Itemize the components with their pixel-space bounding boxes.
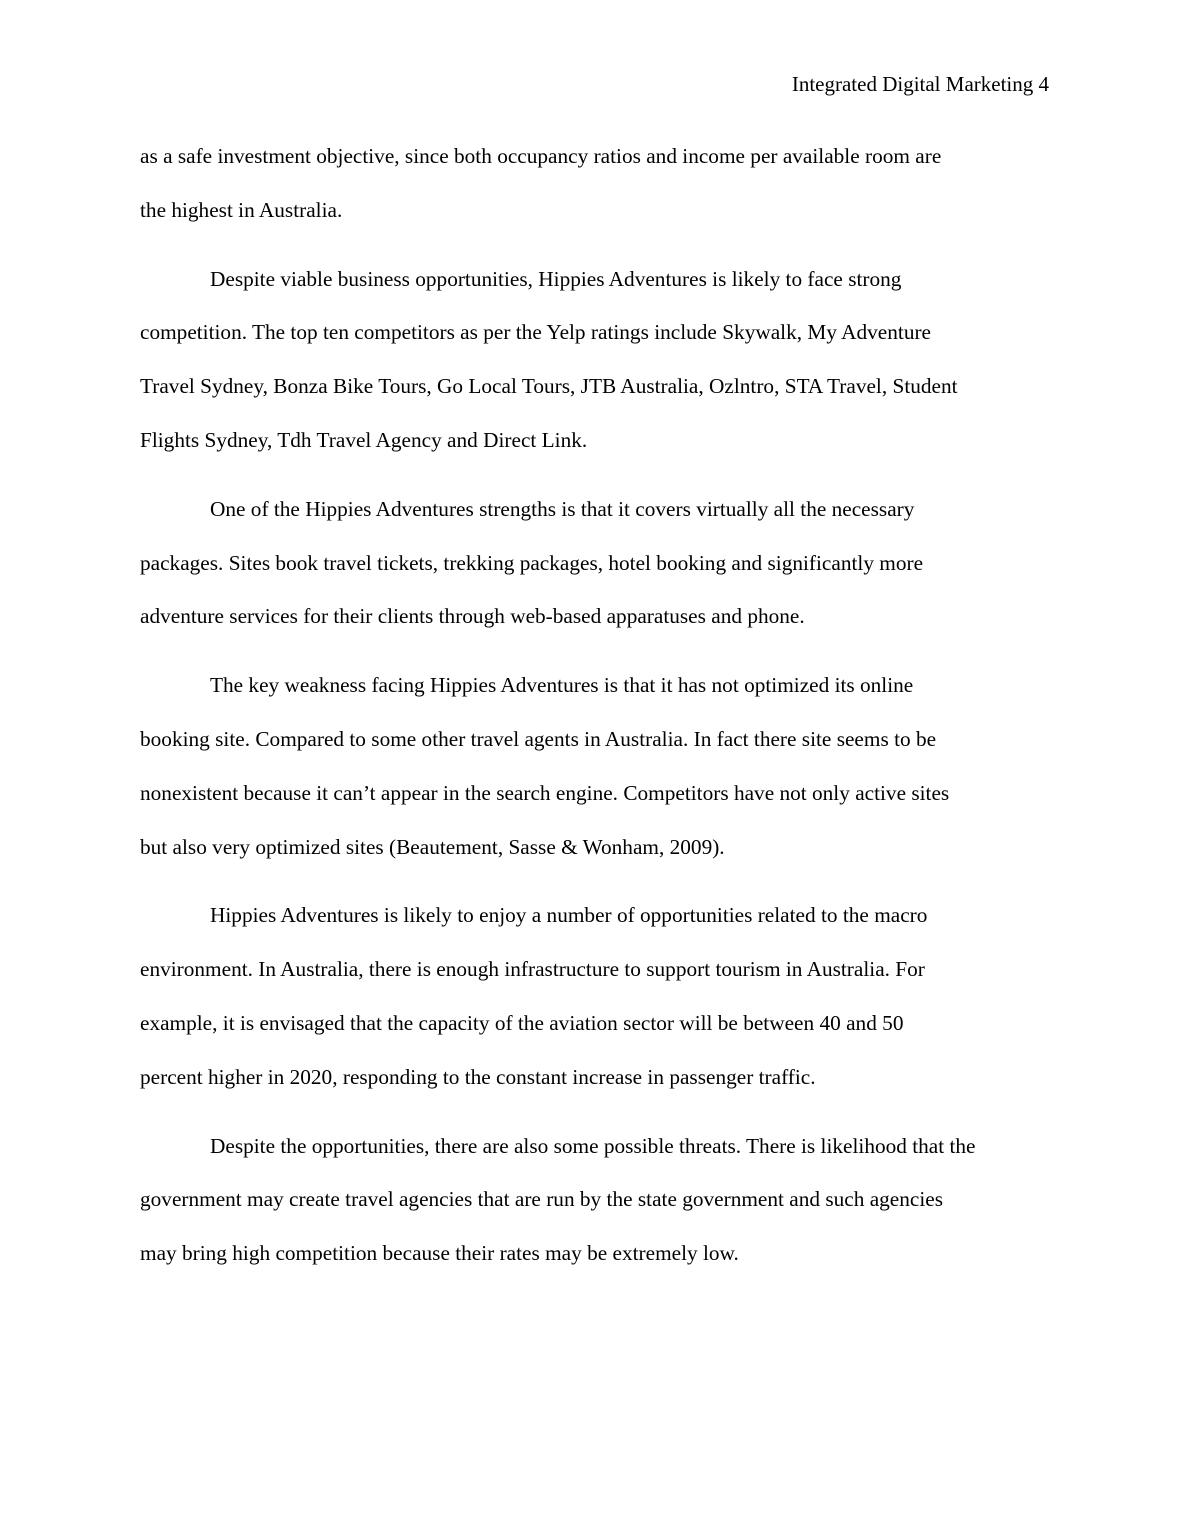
text-line: booking site. Compared to some other travel agents in Australia. In fact there site seems to be (140, 726, 937, 751)
text-line: Travel Sydney, Bonza Bike Tours, Go Local Tours, JTB Australia, Ozlntro, STA Travel, Student (140, 374, 958, 399)
text-line: government may create travel agencies that are run by the state government and such agencies (140, 1187, 944, 1212)
paragraph (140, 659, 1050, 874)
paragraph (140, 889, 1050, 1104)
text-line: as a safe investment objective, since both occupancy ratios and income per available room are (140, 144, 942, 168)
paragraph (140, 253, 1050, 468)
text-line: nonexistent because it can’t appear in the search engine. Competitors have not only active sites (140, 780, 950, 805)
text-line: example, it is envisaged that the capacity of the aviation sector will be between 40 and 50 (140, 1010, 904, 1035)
text-line: competition. The top ten competitors as per the Yelp ratings include Skywalk, My Adventure (140, 320, 932, 345)
text-line: adventure services for their clients through web-based apparatuses and phone. (140, 604, 805, 629)
text-line: percent higher in 2020, responding to the constant increase in passenger traffic. (140, 1064, 816, 1089)
text-line: may bring high competition because their rates may be extremely low. (140, 1241, 739, 1266)
paragraph (140, 130, 1050, 238)
text-line: but also very optimized sites (Beautement, Sasse & Wonham, 2009). (140, 834, 725, 859)
text-line: Despite viable business opportunities, Hippies Adventures is likely to face strong (210, 266, 902, 291)
running-head: Integrated Digital Marketing 4 (791, 72, 1049, 96)
paragraph (140, 483, 1050, 644)
paragraph (140, 1120, 1050, 1281)
text-line: Flights Sydney, Tdh Travel Agency and Direct Link. (140, 427, 588, 452)
text-line: environment. In Australia, there is enough infrastructure to support tourism in Australia. For (140, 957, 925, 982)
text-line: packages. Sites book travel tickets, trekking packages, hotel booking and significantly more (140, 550, 924, 575)
text-line: the highest in Australia. (140, 197, 343, 222)
text-line: The key weakness facing Hippies Adventures is that it has not optimized its online (210, 673, 914, 698)
text-line: One of the Hippies Adventures strengths is that it covers virtually all the necessary (210, 496, 915, 521)
text-line: Despite the opportunities, there are also some possible threats. There is likelihood that the (210, 1133, 976, 1158)
text-line: Hippies Adventures is likely to enjoy a number of opportunities related to the macro (210, 903, 928, 928)
body-text (140, 130, 1050, 1296)
